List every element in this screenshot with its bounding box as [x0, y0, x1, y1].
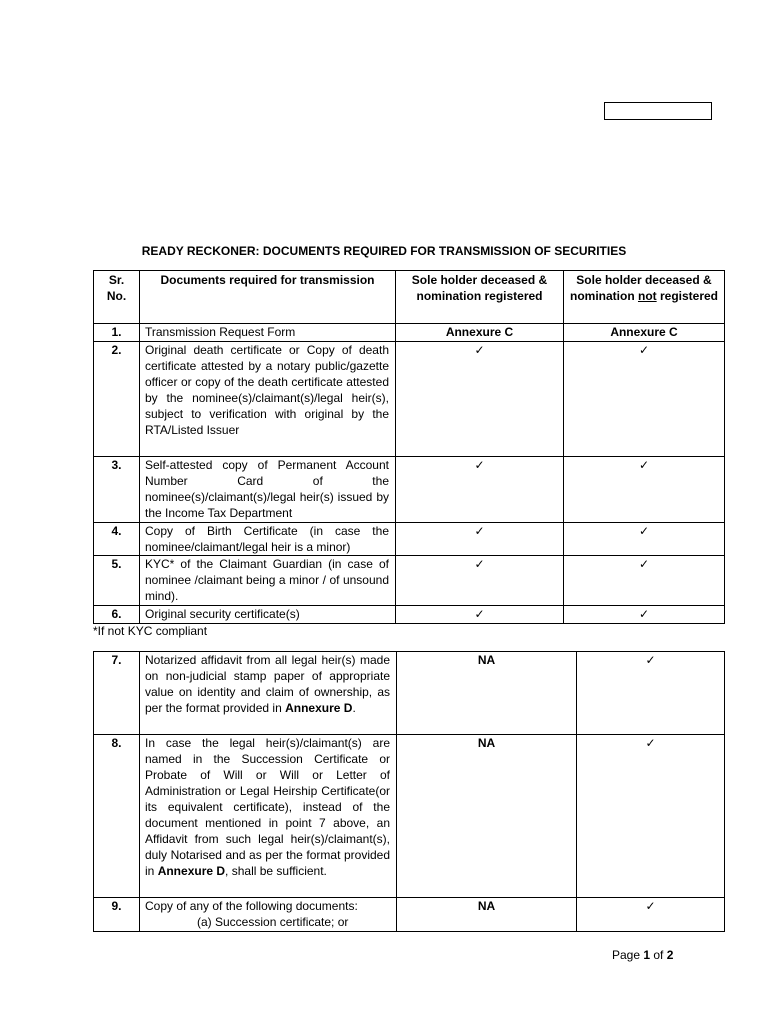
header-nomination-registered: Sole holder deceased & nomination registered — [396, 271, 564, 324]
row-sr: 5. — [94, 556, 140, 606]
table-header-row — [94, 271, 725, 324]
row-sr: 9. — [94, 898, 140, 932]
documents-table-2 — [93, 651, 725, 932]
table-row — [94, 898, 725, 932]
row-sr: 1. — [94, 324, 140, 342]
check-icon: ✓ — [396, 523, 564, 556]
check-icon: ✓ — [577, 898, 725, 932]
check-icon: ✓ — [564, 556, 725, 606]
sub-item: (a) Succession certificate; or — [197, 915, 349, 929]
check-icon: ✓ — [396, 606, 564, 624]
header-sr-no: Sr. No. — [94, 271, 140, 324]
check-icon: ✓ — [396, 342, 564, 457]
check-icon: ✓ — [396, 556, 564, 606]
row-document: KYC* of the Claimant Guardian (in case of nominee /claimant being a minor / of unsound mind). — [140, 556, 396, 606]
table-row — [94, 652, 725, 735]
header-nomination-not-registered: Sole holder deceased & nomination not registered — [564, 271, 725, 324]
check-icon: ✓ — [577, 652, 725, 735]
row-sr: 8. — [94, 735, 140, 898]
reference-box — [604, 102, 712, 120]
page-title: READY RECKONER: DOCUMENTS REQUIRED FOR TRANSMISSION OF SECURITIES — [141, 244, 627, 258]
row-document: Original security certificate(s) — [140, 606, 396, 624]
table-row — [94, 457, 725, 523]
header-documents: Documents required for transmission — [140, 271, 396, 324]
table-row — [94, 523, 725, 556]
check-icon: ✓ — [564, 523, 725, 556]
check-icon: ✓ — [564, 342, 725, 457]
row-nominated-value: NA — [397, 898, 577, 932]
row-sr: 7. — [94, 652, 140, 735]
row-document: In case the legal heir(s)/claimant(s) are named in the Succession Certificate or Probate of Will or Will or Letter of Administration or Legal Heirship Certificate(or its equivalent certificate), instead of the document mentioned in point 7 above, an Affidavit from such legal heir(s)/claimant(s), duly Notarised and as per the format provided in Annexure D, shall be sufficient. — [140, 735, 397, 898]
row-document: Copy of any of the following documents: (a) Succession certificate; or — [140, 898, 397, 932]
row-sr: 6. — [94, 606, 140, 624]
table-row — [94, 735, 725, 898]
row-nominated-value: Annexure C — [396, 324, 564, 342]
table-row — [94, 556, 725, 606]
table-row — [94, 342, 725, 457]
row-sr: 4. — [94, 523, 140, 556]
row-not-nominated-value: Annexure C — [564, 324, 725, 342]
check-icon: ✓ — [577, 735, 725, 898]
check-icon: ✓ — [564, 457, 725, 523]
page-number: Page 1 of 2 — [612, 948, 674, 962]
table-row — [94, 324, 725, 342]
check-icon: ✓ — [564, 606, 725, 624]
row-nominated-value: NA — [397, 652, 577, 735]
documents-table-1 — [93, 270, 725, 624]
row-sr: 2. — [94, 342, 140, 457]
row-document: Self-attested copy of Permanent Account Number Card of the nominee(s)/claimant(s)/legal heir(s) issued by the Income Tax Department — [140, 457, 396, 523]
kyc-footnote: *If not KYC compliant — [93, 624, 208, 638]
check-icon: ✓ — [396, 457, 564, 523]
table-row — [94, 606, 725, 624]
row-nominated-value: NA — [397, 735, 577, 898]
row-document: Notarized affidavit from all legal heir(s) made on non-judicial stamp paper of appropriate value on identity and claim of ownership, as per the format provided in Annexure D. — [140, 652, 397, 735]
row-sr: 3. — [94, 457, 140, 523]
row-document: Transmission Request Form — [140, 324, 396, 342]
row-document: Original death certificate or Copy of death certificate attested by a notary public/gazette officer or copy of the death certificate attested by the nominee(s)/claimant(s)/legal heir(s), subject to verification with original by the RTA/Listed Issuer — [140, 342, 396, 457]
row-document: Copy of Birth Certificate (in case the nominee/claimant/legal heir is a minor) — [140, 523, 396, 556]
